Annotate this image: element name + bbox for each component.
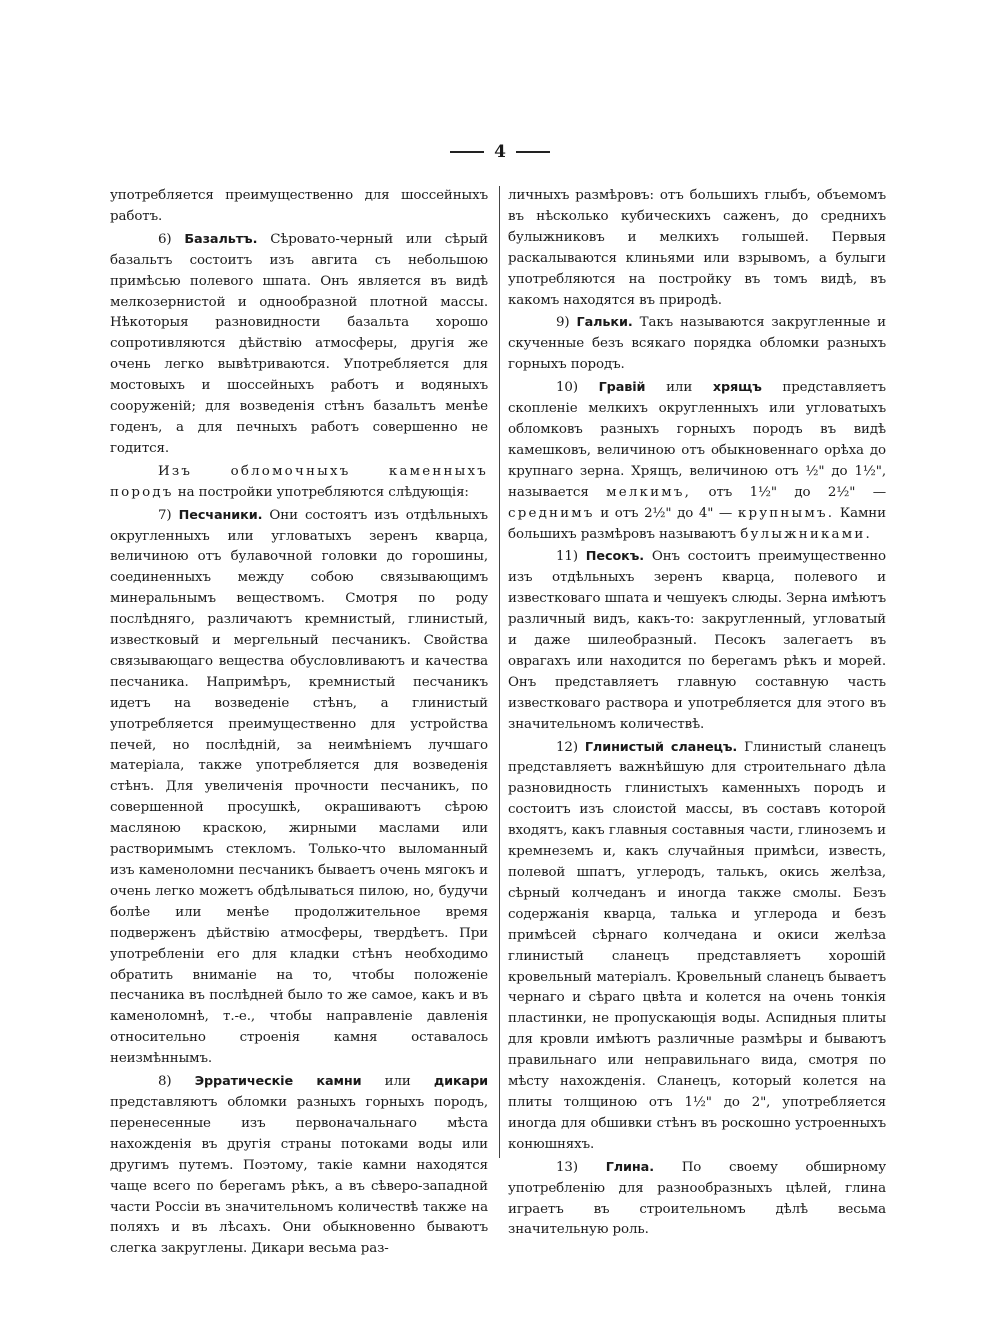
left-column	[110, 186, 488, 1262]
paragraph-sandstone: 7) Песчаники. Они состоятъ изъ отдѣльныхъ округленныхъ или угловатыхъ зеренъ кварца, величиною отъ булавочной головки до горошины, соединенныхъ между собою связывающимъ минеральнымъ веществомъ. Смотря по роду послѣдняго, различаютъ кремнистый, глинистый, известковый и мергельный песчаникъ. Свойства связывающаго вещества обусловливаютъ и качества песчаника. Напримѣръ, кремнистый песчаникъ идетъ на возведеніе стѣнъ, а глинистый употребляется преимущественно для устройства печей, но послѣдній, за неимѣніемъ лучшаго матеріала, также употребляется для возведенія стѣнъ. Для увеличенія прочности песчаникъ, по совершенной просушкѣ, окрашиваютъ сѣрою масляною краскою, жирными маслами или растворимымъ стекломъ. Только-что выломанный изъ каменоломни песчаникъ бываетъ очень мягокъ и очень легко можетъ обдѣлываться пилою, но, будучи болѣе или менѣе продолжительное время подверженъ дѣйствію атмосферы, твердѣетъ. При употребленіи его для кладки стѣнъ необходимо обратить вниманіе на то, чтобы положеніе песчаника въ послѣдней было то же самое, какъ и въ каменоломнѣ, т.-е., чтобы направленіе давленія относительно строенія камня оставалось неизмѣннымъ.	[110, 507, 488, 1067]
paragraph-basalt: 6) Базальтъ. Сѣровато-черный или сѣрый базальтъ состоитъ изъ авгита съ небольшою примѣсью полевого шпата. Онъ является въ видѣ мелкозернистой и однообразной плотной массы. Нѣкоторыя разновидности базальта хорошо сопротивляются дѣйствію атмосферы, другія же очень легко вывѣтриваются. Употребляется для мостовыхъ и шоссейныхъ работъ и водяныхъ сооруженій; для возведенія стѣнъ базальтъ менѣе годенъ, а для печныхъ работъ совершенно не годится.	[110, 231, 488, 456]
term-pebbles: Гальки.	[576, 315, 633, 331]
term-erratic: Эрратическіе камни	[194, 1074, 362, 1090]
paragraph-sand: 11) Песокъ. Онъ состоитъ преимущественно изъ отдѣльныхъ зеренъ кварца, полевого и известковаго шпата и чешуекъ слюды. Зерна имѣютъ различный видъ, какъ-то: закругленный, угловатый и даже шилеобразный. Песокъ залегаетъ въ оврагахъ или находится по берегамъ рѣкъ и морей. Онъ представляетъ главную составную часть известковаго раствора и употребляется для этого въ значительномъ количествѣ.	[508, 549, 886, 732]
header-dash-right	[516, 151, 550, 153]
paragraph-clay: 13) Глина. По своему обширному употребленію для разнообразныхъ цѣлей, глина играетъ въ строительномъ дѣлѣ весьма значительную роль.	[508, 1159, 886, 1238]
header-dash-left	[450, 151, 484, 153]
paragraph-slate: 12) Глинистый сланецъ. Глинистый сланецъ представляетъ важнѣйшую для строительнаго дѣла разновидность глинистыхъ каменныхъ породъ и состоитъ изъ слоистой массы, въ составъ которой входятъ, какъ главныя составныя части, глиноземъ и кремнеземъ и, какъ случайныя примѣси, известь, полевой шпатъ, углеродъ, талькъ, окись желѣза, сѣрный колчеданъ и иногда также смолы. Безъ содержанія кварца, талька и углерода и безъ примѣсей сѣрнаго колчедана и окиси желѣза глинистый сланецъ представляетъ хорошій кровельный матеріалъ. Кровельный сланецъ бываетъ чернаго и сѣраго цвѣта и колется на очень тонкія пластинки, не пропускающія воды. Аспидныя плиты для кровли имѣютъ различные размѣры и бываютъ правильнаго или неправильнаго вида, смотря по мѣсту нахожденія. Сланецъ, который колется на плиты толщиною отъ 1½" до 2", употребляется иногда для обшивки стѣнъ въ роскошно устроенныхъ конюшняхъ.	[508, 739, 886, 1152]
term-basalt: Базальтъ.	[184, 231, 258, 247]
page-number: 4	[494, 142, 506, 162]
paragraph-pebbles: 9) Гальки. Такъ называются закругленные и скученные безъ всякаго порядка обломки разныхъ горныхъ породъ.	[508, 315, 886, 373]
column-divider	[499, 186, 500, 1158]
right-column	[508, 186, 886, 1243]
page-number-header	[0, 142, 1000, 162]
term-sand: Песокъ.	[585, 549, 645, 565]
paragraph-gravel: 10) Гравій или хрящъ представляетъ скопленіе мелкихъ округленныхъ или угловатыхъ обломковъ разныхъ горныхъ породъ въ видѣ камешковъ, величиною отъ обыкновеннаго орѣха до крупнаго зерна. Хрящъ, величиною отъ ½" до 1½", называется мелкимъ, отъ 1½" до 2½" — среднимъ и отъ 2½" до 4" — крупнымъ. Камни большихъ размѣровъ называютъ булыжниками.	[508, 380, 886, 542]
term-slate: Глинистый сланецъ.	[584, 739, 738, 755]
term-gravel: Гравій	[598, 380, 646, 396]
paragraph-continuation-right: личныхъ размѣровъ: отъ большихъ глыбъ, объемомъ въ нѣсколько кубическихъ саженъ, до среднихъ булыжниковъ и мелкихъ голышей. Первыя раскалываются клиньями или взрывомъ, а булыги употребляются на постройку въ томъ видѣ, въ какомъ находятся въ природѣ.	[508, 188, 886, 308]
term-dikari: дикари	[433, 1074, 488, 1090]
paragraph-erratic: 8) Эрратическіе камни или дикари представляютъ обломки разныхъ горныхъ породъ, перенесенные изъ первоначальнаго мѣста нахожденія въ другія страны потоками воды или другимъ путемъ. Поэтому, такіе камни находятся чаще всего по берегамъ рѣкъ, а въ сѣверо-западной части Россіи въ значительномъ количествѣ также на поляхъ и въ лѣсахъ. Они обыкновенно бываютъ слегка закруглены. Дикари весьма раз-	[110, 1074, 488, 1257]
term-clay: Глина.	[605, 1159, 654, 1175]
term-khryashch: хрящъ	[712, 380, 762, 396]
section-heading-clastic: Изъ обломочныхъ каменныхъ породъ на постройки употребляются слѣдующія:	[110, 463, 488, 500]
paragraph-continuation: употребляется преимущественно для шоссейныхъ работъ.	[110, 188, 488, 224]
term-sandstone: Песчаники.	[178, 507, 263, 523]
